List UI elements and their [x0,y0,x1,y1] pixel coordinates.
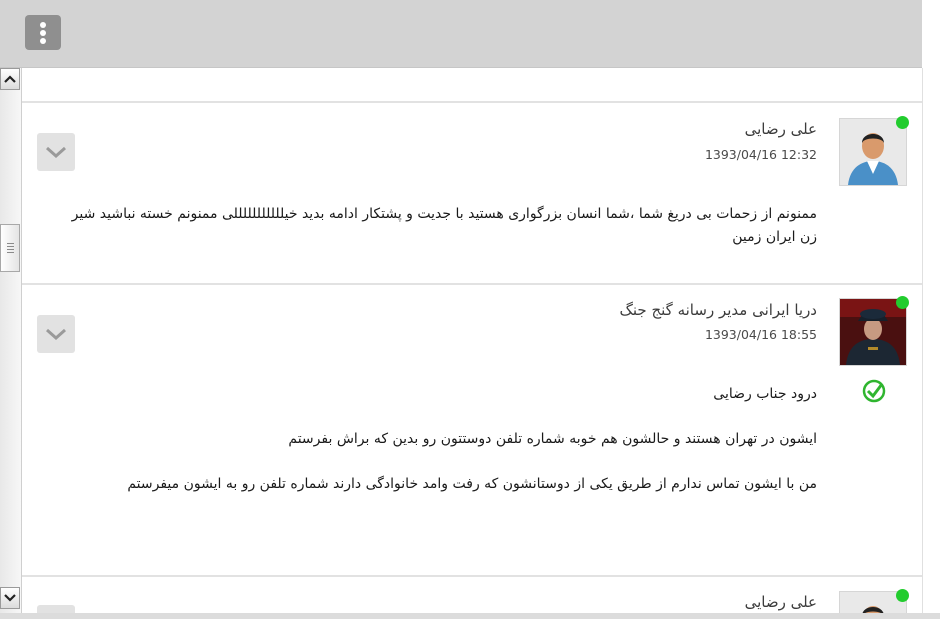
expand-button[interactable] [37,315,75,353]
expand-button[interactable] [37,605,75,613]
scrollbar-thumb[interactable] [0,224,20,272]
online-status-icon [896,589,909,602]
chevron-down-icon [45,146,67,158]
comment-date: 1393/04/16 12:32 [704,147,817,162]
expand-button[interactable] [37,133,75,171]
chevron-up-icon[interactable] [0,68,20,90]
comment-date: 1393/04/16 18:55 [704,327,817,342]
user-avatar-icon[interactable] [839,118,907,186]
comment-text: درود جناب رضایی [713,386,817,402]
top-toolbar [0,0,922,68]
chevron-down-icon[interactable] [0,587,20,609]
comment-text: ایشون در تهران هستند و حالشون هم خوبه شماره تلفن دوستتون رو بدین که براش بفرستم [288,431,817,447]
soldier-avatar-image[interactable] [839,298,907,366]
comment-item [22,285,922,575]
comment-author[interactable]: علی رضایی [744,120,817,138]
more-vertical-icon[interactable] [25,15,61,50]
comment-list [22,68,923,613]
comment-author[interactable]: علی رضایی [744,593,817,611]
comment-body [55,383,817,496]
comment-text: من با ایشون تماس ندارم از طریق یکی از دوستانشون که رفت وامد خانوادگی دارند شماره تلفن رو به ایشون میفرستم [127,476,817,492]
comment-item [22,103,922,283]
vertical-scrollbar[interactable] [0,68,22,613]
verified-check-icon [861,378,887,404]
chevron-down-icon [45,328,67,340]
comment-body [55,203,817,249]
comment-text: ممنونم از زحمات بی دریغ شما ،شما انسان بزرگواری هستید با جدیت و پشتکار ادامه بدید خیلللللللللللی ممنونم خسته نباشید شیر زن ایران زمین [71,206,817,245]
comment-author[interactable]: دریا ایرانی مدیر رسانه گنج جنگ [619,301,817,319]
comment-item [22,577,922,613]
bottom-bar [0,613,940,640]
online-status-icon [896,296,909,309]
online-status-icon [896,116,909,129]
